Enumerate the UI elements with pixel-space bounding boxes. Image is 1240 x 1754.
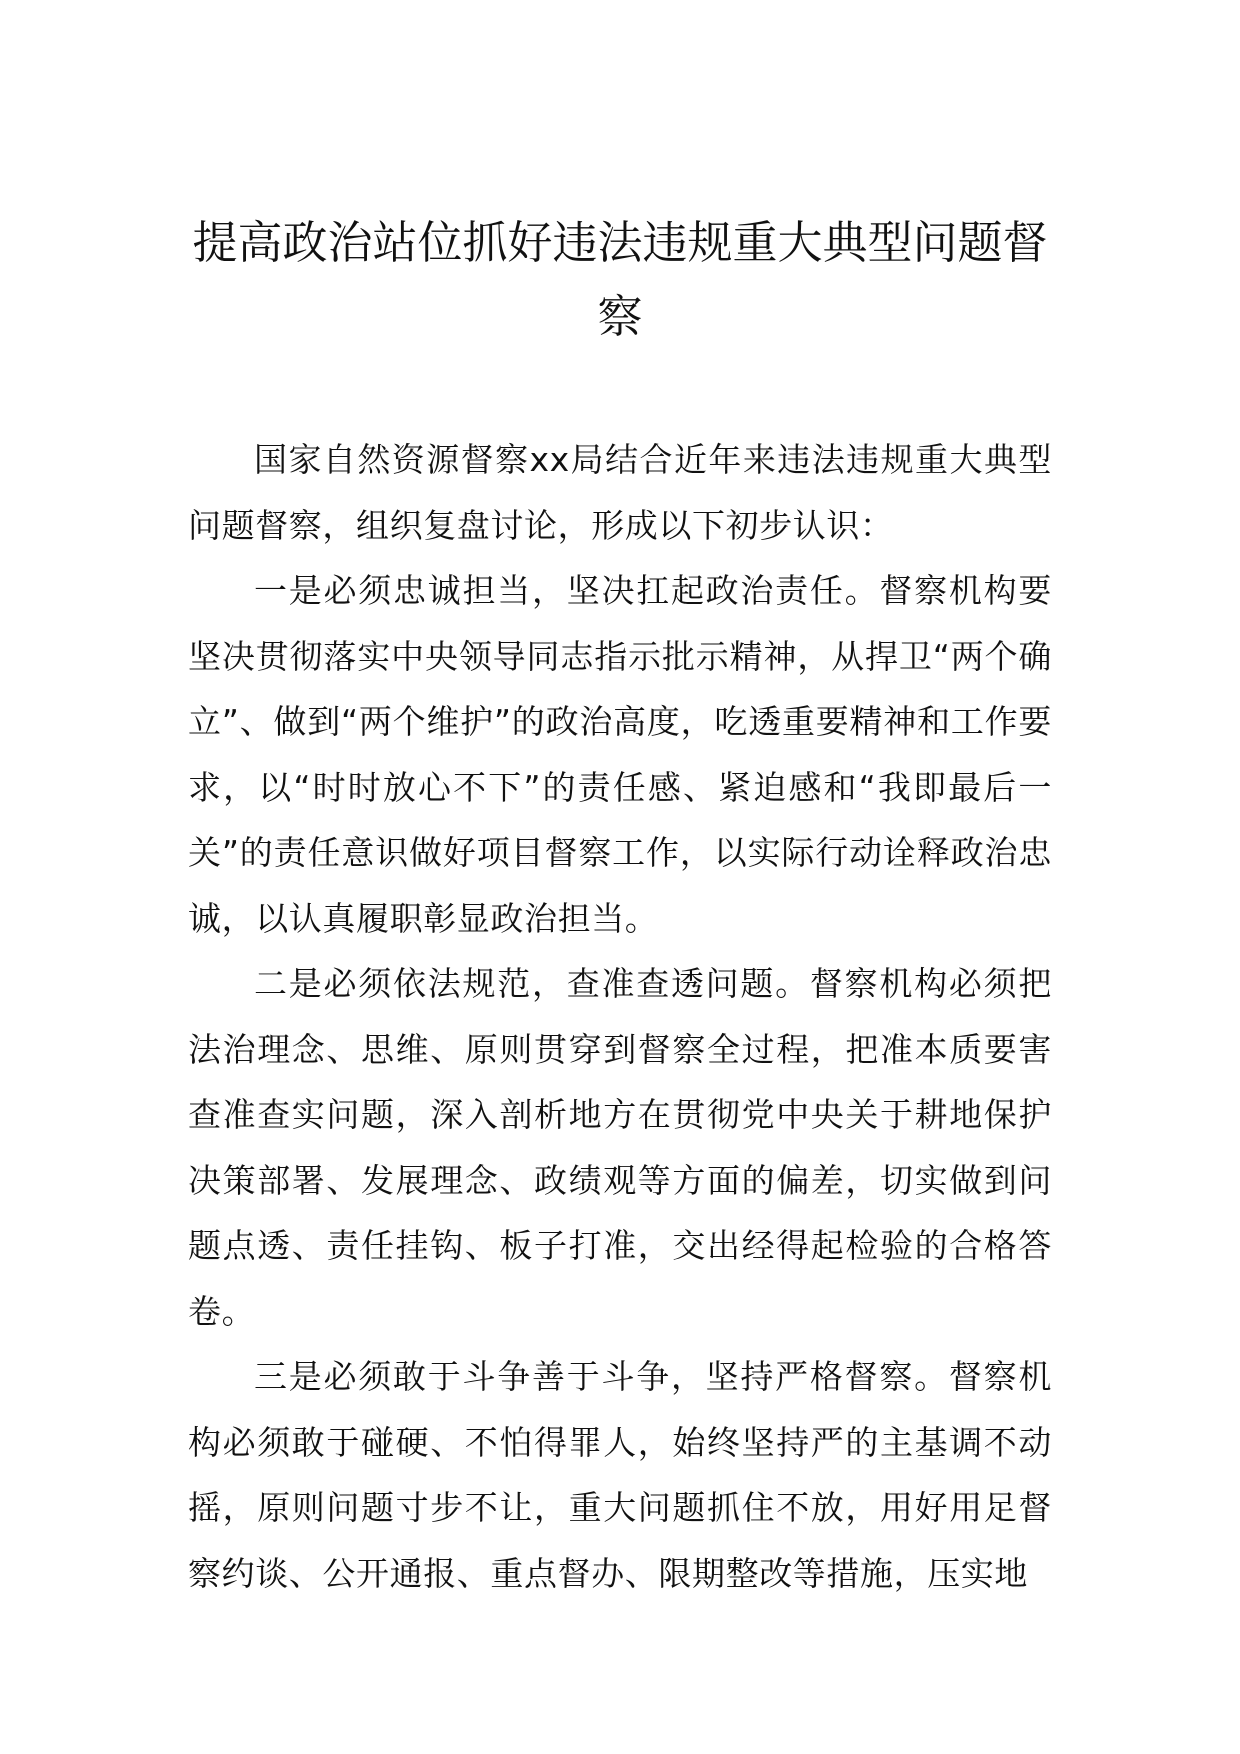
paragraph-intro: 国家自然资源督察xx局结合近年来违法违规重大典型问题督察，组织复盘讨论，形成以下初步认识： <box>188 440 1052 545</box>
paragraph-point-one: 一是必须忠诚担当，坚决扛起政治责任。督察机构要坚决贯彻落实中央领导同志指示批示精神，从捍卫“两个确立”、做到“两个维护”的政治高度，吃透重要精神和工作要求，以“时时放心不下”的责任感、紧迫感和“我即最后一关”的责任意识做好项目督察工作，以实际行动诠释政治忠诚，以认真履职彰显政治担当。 <box>188 571 1052 938</box>
paragraph-point-two: 二是必须依法规范，查准查透问题。督察机构必须把法治理念、思维、原则贯穿到督察全过程，把准本质要害查准查实问题，深入剖析地方在贯彻党中央关于耕地保护决策部署、发展理念、政绩观等方面的偏差，切实做到问题点透、责任挂钩、板子打准，交出经得起检验的合格答卷。 <box>188 964 1052 1331</box>
paragraph-point-three: 三是必须敢于斗争善于斗争，坚持严格督察。督察机构必须敢于碰硬、不怕得罪人，始终坚持严的主基调不动摇，原则问题寸步不让，重大问题抓住不放，用好用足督察约谈、公开通报、重点督办、限期整改等措施，压实地 <box>188 1357 1052 1593</box>
document-body <box>188 427 1052 1606</box>
document-title: 提高政治站位抓好违法违规重大典型问题督察 <box>192 216 1048 343</box>
